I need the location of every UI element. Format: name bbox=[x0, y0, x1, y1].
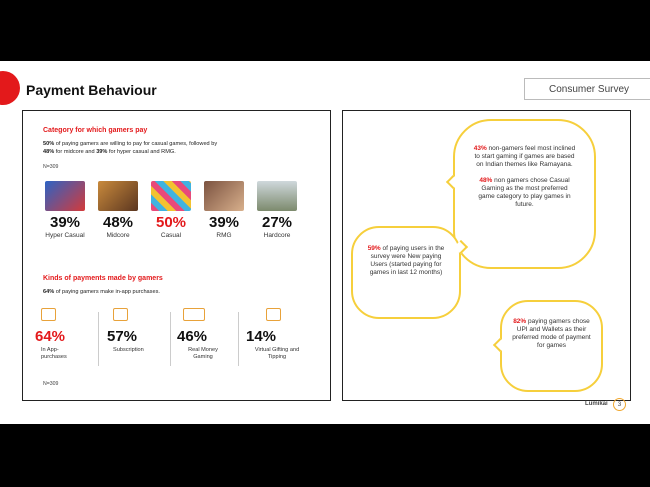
game-thumbnail bbox=[98, 181, 138, 211]
game-thumbnail bbox=[45, 181, 85, 211]
game-hardcore bbox=[252, 181, 302, 240]
left-panel bbox=[22, 110, 331, 401]
game-hyper-casual bbox=[40, 181, 90, 240]
payments-sample-size: N=309 bbox=[43, 381, 59, 387]
page-number: 3 bbox=[613, 398, 626, 411]
payment-virtual-gifting bbox=[246, 308, 308, 368]
payment-label: Subscription bbox=[113, 347, 144, 353]
divider bbox=[170, 312, 171, 366]
game-percentage: 50% bbox=[155, 214, 187, 231]
game-midcore bbox=[93, 181, 143, 240]
payment-subscription bbox=[107, 308, 169, 368]
category-description: 50% of paying gamers are willing to pay for casual games, followed by 48% for midcore and 39% for hyper casual and RMG. bbox=[43, 141, 218, 155]
game-category-list bbox=[40, 181, 320, 271]
bubble-tail bbox=[446, 175, 460, 189]
payment-percentage: 46% bbox=[177, 328, 208, 345]
payment-real-money bbox=[177, 308, 239, 368]
subscription-icon bbox=[113, 308, 128, 321]
gift-icon bbox=[266, 308, 281, 321]
page-title: Payment Behaviour bbox=[26, 82, 157, 98]
payment-label: Real Money Gaming bbox=[188, 347, 218, 360]
game-thumbnail bbox=[257, 181, 297, 211]
money-icon bbox=[183, 308, 205, 321]
game-rmg bbox=[199, 181, 249, 240]
game-percentage: 48% bbox=[102, 214, 134, 231]
divider bbox=[238, 312, 239, 366]
payment-percentage: 57% bbox=[107, 328, 138, 345]
payment-in-app bbox=[35, 308, 97, 368]
consumer-survey-tag: Consumer Survey bbox=[524, 78, 650, 100]
divider bbox=[98, 312, 99, 366]
category-sample-size: N=309 bbox=[43, 164, 59, 170]
speech-bubble-new-paying-users: 59% of paying users in the survey were New paying Users (started paying for games in last 12 months) bbox=[351, 226, 461, 319]
payments-title: Kinds of payments made by gamers bbox=[43, 275, 163, 282]
payment-percentage: 64% bbox=[35, 328, 66, 345]
game-percentage: 39% bbox=[49, 214, 81, 231]
right-panel bbox=[342, 110, 631, 401]
game-thumbnail bbox=[204, 181, 244, 211]
game-casual bbox=[146, 181, 196, 240]
speech-bubble-upi-wallets: 82% paying gamers chose UPI and Wallets as their preferred mode of payment for games bbox=[500, 300, 603, 392]
category-title: Category for which gamers pay bbox=[43, 127, 148, 134]
payment-label: In App-purchases bbox=[41, 347, 67, 360]
lumikai-logo: Lumikai bbox=[585, 401, 608, 407]
game-label: Hyper Casual bbox=[45, 232, 85, 239]
payments-description: 64% of paying gamers make in-app purchases. bbox=[43, 289, 160, 295]
speech-bubble-non-gamers: 43% non-gamers feel most inclined to start gaming if games are based on Indian themes like Ramayana. 48% non gamers chose Casual Gaming as the most preferred game category to play games in future. bbox=[453, 119, 596, 269]
game-label: Hardcore bbox=[263, 232, 291, 239]
grid-icon bbox=[41, 308, 56, 321]
game-label: Casual bbox=[160, 232, 182, 239]
slide bbox=[0, 61, 650, 424]
game-label: Midcore bbox=[106, 232, 130, 239]
bubble-tail bbox=[493, 338, 507, 352]
game-percentage: 27% bbox=[261, 214, 293, 231]
payment-label: Virtual Gifting and Tipping bbox=[254, 347, 300, 360]
game-percentage: 39% bbox=[208, 214, 240, 231]
game-thumbnail bbox=[151, 181, 191, 211]
red-circle-decoration bbox=[0, 71, 20, 105]
game-label: RMG bbox=[216, 232, 232, 239]
payment-kinds-list bbox=[35, 308, 325, 378]
payment-percentage: 14% bbox=[246, 328, 277, 345]
